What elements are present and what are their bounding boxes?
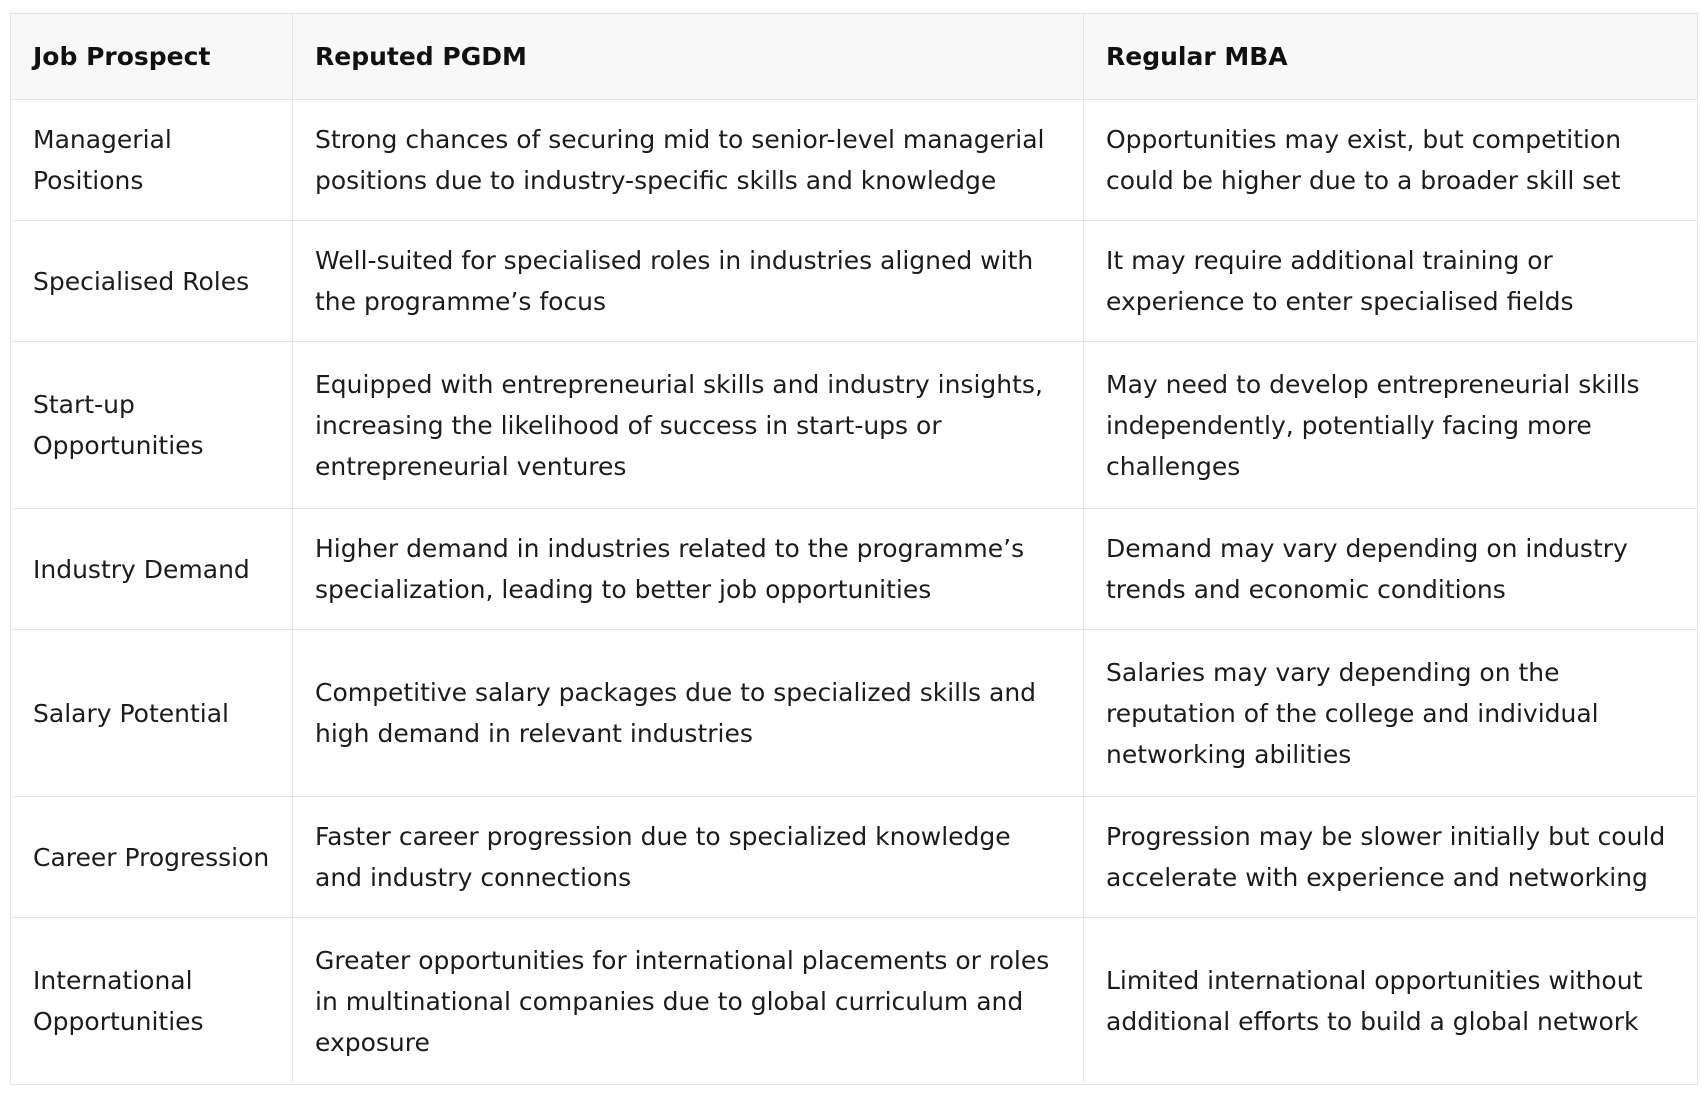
pgdm-cell: Strong chances of securing mid to senior-level managerial positions due to industry-specific skills and knowledge — [293, 100, 1084, 221]
table-row — [11, 630, 1698, 797]
table-row — [11, 221, 1698, 342]
column-header-job-prospect: Job Prospect — [11, 14, 293, 100]
mba-cell: Progression may be slower initially but could accelerate with experience and networking — [1084, 797, 1698, 918]
job-prospect-cell: International Opportunities — [11, 918, 293, 1085]
table-row — [11, 100, 1698, 221]
pgdm-cell: Equipped with entrepreneurial skills and industry insights, increasing the likelihood of success in start-ups or entrepreneurial ventures — [293, 342, 1084, 509]
pgdm-cell: Faster career progression due to specialized knowledge and industry connections — [293, 797, 1084, 918]
job-prospect-cell: Managerial Positions — [11, 100, 293, 221]
job-prospect-cell: Start-up Opportunities — [11, 342, 293, 509]
table-row — [11, 918, 1698, 1085]
pgdm-cell: Greater opportunities for international placements or roles in multinational companies due to global curriculum and exposure — [293, 918, 1084, 1085]
mba-cell: Salaries may vary depending on the reputation of the college and individual networking abilities — [1084, 630, 1698, 797]
mba-cell: May need to develop entrepreneurial skills independently, potentially facing more challenges — [1084, 342, 1698, 509]
pgdm-cell: Higher demand in industries related to the programme’s specialization, leading to better job opportunities — [293, 509, 1084, 630]
job-prospect-cell: Specialised Roles — [11, 221, 293, 342]
mba-cell: Opportunities may exist, but competition could be higher due to a broader skill set — [1084, 100, 1698, 221]
table-header — [11, 14, 1698, 100]
header-row — [11, 14, 1698, 100]
pgdm-cell: Well-suited for specialised roles in industries aligned with the programme’s focus — [293, 221, 1084, 342]
table-body — [11, 100, 1698, 1085]
pgdm-cell: Competitive salary packages due to specialized skills and high demand in relevant industries — [293, 630, 1084, 797]
mba-cell: Limited international opportunities without additional efforts to build a global network — [1084, 918, 1698, 1085]
job-prospect-cell: Career Progression — [11, 797, 293, 918]
table-row — [11, 342, 1698, 509]
table-row — [11, 797, 1698, 918]
comparison-table-container — [10, 13, 1697, 1085]
job-prospect-cell: Industry Demand — [11, 509, 293, 630]
mba-cell: Demand may vary depending on industry trends and economic conditions — [1084, 509, 1698, 630]
job-prospect-cell: Salary Potential — [11, 630, 293, 797]
table-row — [11, 509, 1698, 630]
column-header-regular-mba: Regular MBA — [1084, 14, 1698, 100]
mba-cell: It may require additional training or experience to enter specialised fields — [1084, 221, 1698, 342]
comparison-table — [10, 13, 1698, 1085]
column-header-reputed-pgdm: Reputed PGDM — [293, 14, 1084, 100]
